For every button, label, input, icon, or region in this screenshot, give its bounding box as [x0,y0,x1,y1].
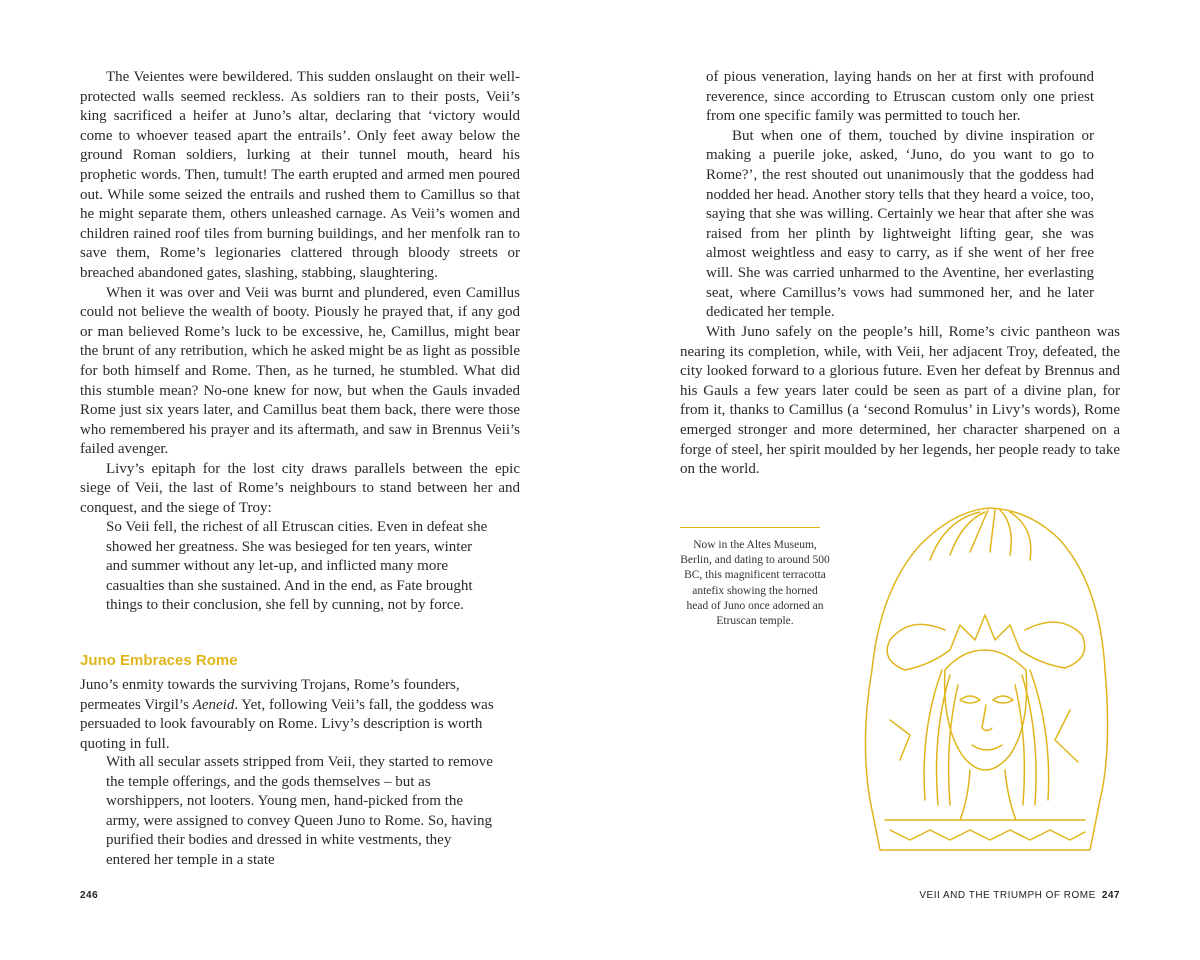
paragraph-after-heading [80,676,520,754]
halo-rays [930,510,1031,560]
paragraph-text-start: Juno’s enmity towards the surviving Trojans, Rome’s founders, permeates Virgil’s [80,677,460,713]
headdress [950,615,1020,650]
neck [960,770,1016,820]
paragraph: The Veientes were bewildered. This sudden onslaught on their well-protected walls seemed reckless. As soldiers ran to their posts, Veii’s king sacrificed a heifer at Juno’s altar, declaring that ‘victory would come to whoever teased apart the entrails’. Only feet away below the ground Roman soldiers, lurking at their tunnel mouth, heard his prophetic words. Then, tumult! The earth erupted and armed men poured out. While some seized the entrails and rushed them to Camillus so that he might separate them, others unleashed carnage. As Veii’s women and children rained roof tiles from burning buildings, and her menfolk ran to save them, Rome’s legionaries clattered through bloody streets or breached abandoned gates, slashing, stabbing, slaughtering. [80,69,520,281]
mouth [972,745,1002,750]
running-head: VEII AND THE TRIUMPH OF ROME [919,890,1096,901]
quote-text: But when one of them, touched by divine inspiration or making a puerile joke, asked, ‘Juno, do you want to go to Rome?’, the rest shouted out unanimously that the goddess had nodded her head. Another story tells that they heard a voice, too, saying that she was willing. Certainly we hear that after she was raised from her plinth by lightweight lifting gear, she was almost weightless and easy to carry, as if she went of her free will. She was carried unharmed to the Aventine, her everlasting seat, where Camillus’s vows had summoned her, and he later dedicated her temple. [706,127,1094,321]
right-hair [1015,670,1049,805]
right-page [600,0,1200,960]
block-quote [106,518,496,616]
block-quote-continued [706,68,1094,323]
page-number-value: 246 [80,890,99,901]
paragraph: With Juno safely on the people’s hill, Rome’s civic pantheon was nearing its completion, while, with Veii, her adjacent Troy, defeated, the city looked forward to a glorious future. Even her defeat by Brennus and his Gauls a few years later could be seen as part of a divine plan, for from it, thanks to Camillus (a ‘second Romulus’ in Livy’s words), Rome emerged stronger and more determined, her character sharpened on a forge of steel, her spirit moulded by her legends, her people ready to take on the world. [680,324,1120,478]
juno-antefix-illustration [850,500,1116,860]
running-footer [919,890,1120,901]
page-number [80,890,98,901]
quote-text: of pious veneration, laying hands on her at first with profound reverence, since according to Etruscan custom only one priest from one specific family was permitted to touch her. [706,69,1094,125]
book-title: Aeneid [192,696,235,713]
left-eye [960,696,980,703]
base-pattern [885,820,1085,840]
nose [982,705,992,731]
left-body-text [80,68,520,519]
antefix-outline [865,508,1107,850]
right-body-text [680,323,1120,480]
page-number-value: 247 [1101,890,1120,901]
block-quote [106,753,498,871]
quote-text: So Veii fell, the richest of all Etruscan cities. Even in defeat she showed her greatness. She was besieged for ten years, winter and summer without any let-up, and inflicted many more casualties than she sustained. And in the end, as Fate brought things to their conclusion, she fell by cunning, not by force. [106,519,488,614]
left-horn [887,624,950,670]
image-caption: Now in the Altes Museum, Berlin, and dating to around 500 BC, this magnificent terracotta antefix showing the horned head of Juno once adorned an Etruscan temple. [680,539,830,628]
right-horn [1020,622,1085,668]
paragraph-text-end: . Yet, following Veii’s fall, the goddess was persuaded to look favourably on Rome. Livy’s description is worth quoting in full. [80,696,494,752]
paragraph: When it was over and Veii was burnt and plundered, even Camillus could not believe the wealth of booty. Piously he prayed that, if any god or man believed Rome’s luck to be excessive, he, Camillus, might bear the brunt of any retribution, which he asked might be as light as possible for both himself and Rome. Then, as he turned, he stumbled. What did this stumble mean? No-one knew for now, but when the Gauls invaded Rome just six years later, and Camillus beat them back, there were those who remembered his prayer and its aftermath, and saw in Brennus Veii’s failed avenger. [80,284,520,458]
right-eye [993,696,1013,703]
caption-rule [680,527,820,528]
quote-text: With all secular assets stripped from Veii, they started to remove the temple offerings, and the gods themselves – but as worshippers, not looters. Young men, hand-picked from the army, were assigned to convey Queen Juno to Rome. So, having purified their bodies and dressed in white vestments, they entered her temple in a state [106,754,493,868]
section-heading: Juno Embraces Rome [80,652,238,669]
paragraph: Livy’s epitaph for the lost city draws parallels between the epic siege of Veii, the last of Rome’s neighbours to stand between her and conquest, and the siege of Troy: [80,460,520,517]
